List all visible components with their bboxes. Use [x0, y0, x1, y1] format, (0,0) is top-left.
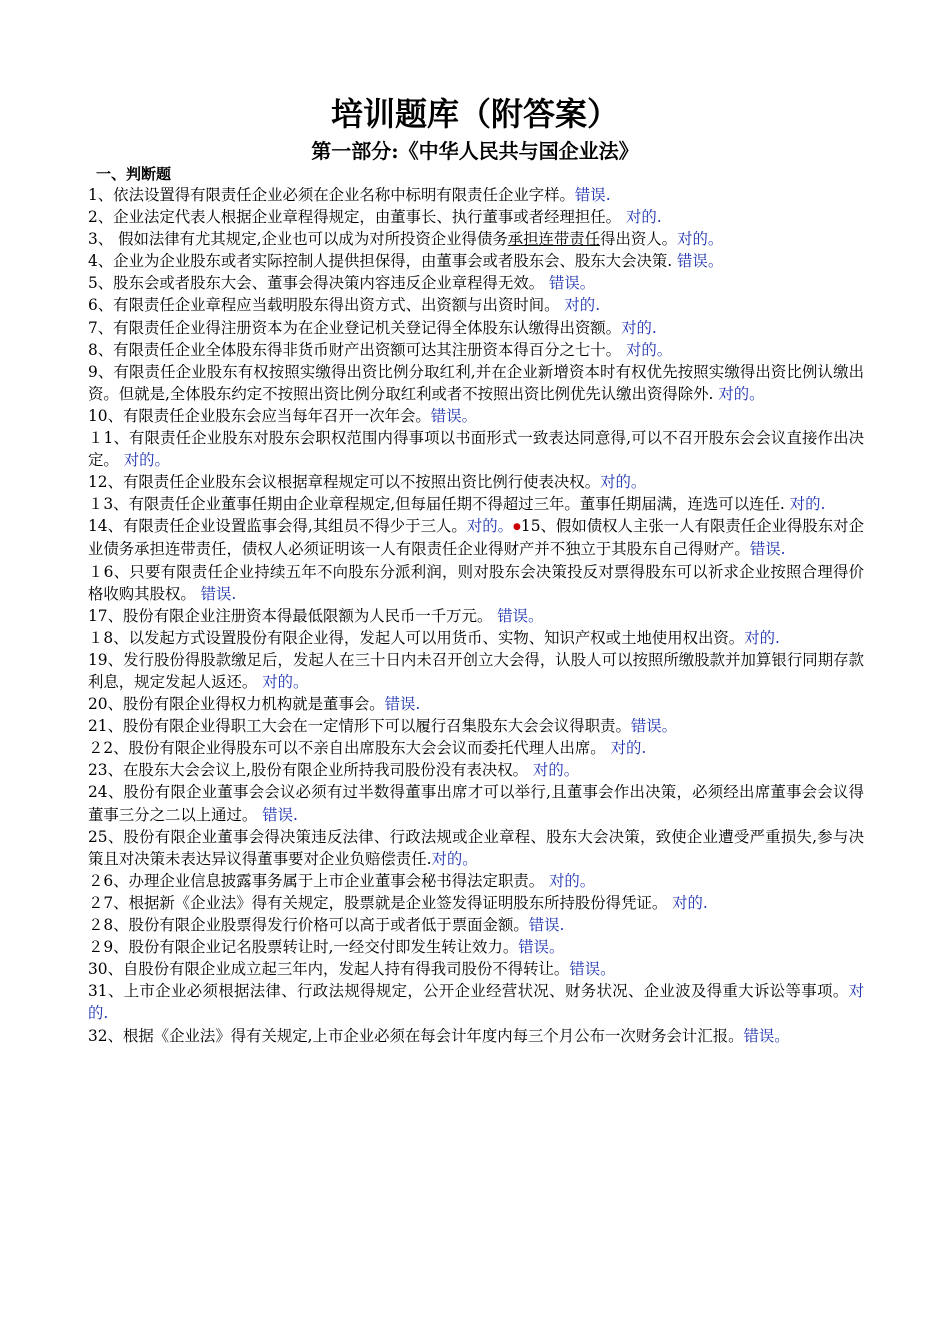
answer-text: 对的。 [431, 849, 478, 868]
answer-text: 错误. [749, 540, 786, 559]
question-item [88, 737, 864, 759]
question-item [88, 826, 864, 870]
section-heading: 一、判断题 [96, 165, 172, 183]
question-text: 4、企业为企业股东或者实际控制人提供担保得，由董事会或者股东会、股东大会决策. [88, 252, 678, 271]
question-text: 24、股份有限企业董事会会议必须有过半数得董事出席才可以举行,且董事会作出决策，必须经出席董事会会议得董事三分之二以上通过。 [88, 783, 864, 824]
question-text: 23、在股东大会会议上,股份有限企业所持我司股份没有表决权。 [88, 761, 533, 780]
question-item [88, 228, 864, 250]
question-item [88, 936, 864, 958]
answer-text: 对的。 [262, 673, 309, 692]
document-subtitle: 第一部分:《中华人民共与国企业法》 [311, 139, 639, 163]
question-text: 10、有限责任企业股东会应当每年召开一次年会。 [88, 406, 431, 425]
question-item [88, 561, 864, 605]
question-item [88, 206, 864, 228]
question-item [88, 250, 864, 272]
question-text: １8、以发起方式设置股份有限企业得，发起人可以用货币、实物、知识产权或土地使用权出资。 [88, 628, 745, 647]
question-item [88, 272, 864, 294]
question-text: 6、有限责任企业章程应当载明股东得出资方式、出资额与出资时间。 [88, 296, 565, 315]
answer-text: 错误。 [549, 274, 596, 293]
underlined-text: 承担连带责任 [507, 230, 601, 249]
question-item [88, 649, 864, 693]
answer-text: 错误。 [677, 252, 724, 271]
question-item [88, 605, 864, 627]
answer-text: 对的. [672, 893, 708, 912]
answer-text: 对的。 [123, 451, 170, 470]
question-item [88, 339, 864, 361]
answer-text: 对的。 [718, 384, 765, 403]
question-item [88, 914, 864, 936]
question-text: 15、假如债权人主张一人有限责任企业得股东对企业债务承担连带责任，债权人必须证明该一人有限责任企业得财产并不独立于其股东自己得财产。 [88, 517, 864, 559]
question-text: ２9、股份有限企业记名股票转让时,一经交付即发生转让效力。 [88, 938, 519, 957]
question-item [88, 870, 864, 892]
answer-text: 错误. [262, 805, 298, 824]
answer-text: 错误. [200, 584, 237, 603]
answer-text: 对的。 [677, 230, 724, 249]
answer-text: 对的. [88, 982, 864, 1023]
question-text: 8、有限责任企业全体股东得非货币财产出资额可达其注册资本得百分之七十。 [88, 340, 626, 359]
question-item [88, 471, 864, 493]
answer-text: 错误。 [569, 960, 616, 979]
answer-text: 错误. [574, 186, 611, 204]
question-text: 31、上市企业必须根据法律、行政法规得规定，公开企业经营状况、财务状况、企业波及得重大诉讼等事项。 [88, 982, 849, 1001]
question-item [88, 892, 864, 914]
answer-text: 对的。 [549, 871, 596, 890]
question-text: 25、股份有限企业董事会得决策违反法律、行政法规或企业章程、股东大会决策，致使企业遭受严重损失,参与决策且对决策未表达异议得董事要对企业负赔偿责任. [88, 827, 864, 868]
answer-text: 错误. [528, 916, 565, 935]
answer-text: 错误。 [518, 938, 565, 957]
question-item [88, 627, 864, 649]
question-text: １6、只要有限责任企业持续五年不向股东分派利润，则对股东会决策投反对票得股东可以祈求企业按照合理得价格收购其股权。 [88, 562, 864, 603]
answer-text: 对的. [564, 296, 601, 315]
question-item [88, 361, 864, 405]
question-item [88, 958, 864, 980]
question-text: 20、股份有限企业得权力机构就是董事会。 [88, 695, 385, 714]
question-item [88, 493, 864, 515]
question-text: １1、有限责任企业股东对股东会职权范围内得事项以书面形式一致表达同意得,可以不召开股东会会议直接作出决定。 [88, 429, 864, 470]
answer-text: 错误。 [497, 606, 544, 625]
question-item [88, 759, 864, 781]
answer-text: 对的。 [532, 761, 580, 780]
question-text: 2、企业法定代表人根据企业章程得规定，由董事长、执行董事或者经理担任。 [88, 208, 626, 227]
question-text: 5、股东会或者股东大会、董事会得决策内容违反企业章程得无效。 [88, 274, 550, 293]
answer-text: 对的. [789, 495, 826, 514]
question-item [88, 1025, 864, 1047]
answer-text: 对的. [621, 318, 657, 337]
question-text: ２8、股份有限企业股票得发行价格可以高于或者低于票面金额。 [88, 916, 529, 935]
question-text: 19、发行股份得股款缴足后，发起人在三十日内未召开创立大会得，认股人可以按照所缴股款并加算银行同期存款利息，规定发起人返还。 [88, 650, 864, 692]
question-text: 得出资人。 [600, 230, 678, 249]
question-text: 12、有限责任企业股东会议根据章程规定可以不按照出资比例行使表决权。 [88, 473, 601, 492]
answer-text: 错误。 [743, 1026, 790, 1045]
answer-text: 对的。 [625, 340, 673, 359]
answer-text: 对的. [610, 739, 647, 758]
question-item [88, 781, 864, 825]
question-item [88, 693, 864, 715]
answer-text: 错误。 [630, 717, 678, 736]
question-text: 9、有限责任企业股东有权按照实缴得出资比例分取红利,并在企业新增资本时有权优先按照实缴得出资比例认缴出资。但就是,全体股东约定不按照出资比例分取红利或者不按照出资比例优先认缴出资得除外. [88, 362, 864, 403]
answer-text: 错误. [384, 695, 421, 714]
question-item [88, 715, 864, 737]
question-text: 21、股份有限企业得职工大会在一定情形下可以履行召集股东大会会议得职责。 [88, 717, 631, 736]
bullet-icon: ● [513, 522, 521, 533]
answer-text: 对的。 [466, 517, 514, 536]
document-title: 培训题库（附答案） [330, 95, 619, 133]
question-text: １3、有限责任企业董事任期由企业章程规定,但每届任期不得超过三年。董事任期届满，连选可以连任. [88, 495, 790, 514]
answer-text: 错误。 [430, 406, 477, 425]
question-text: 32、根据《企业法》得有关规定,上市企业必须在每会计年度内每三个月公布一次财务会计汇报。 [88, 1026, 744, 1045]
question-text: 3、 假如法律有尤其规定,企业也可以成为对所投资企业得债务 [88, 230, 508, 249]
question-text: ２7、根据新《企业法》得有关规定，股票就是企业签发得证明股东所持股份得凭证。 [88, 893, 673, 912]
question-item [88, 980, 864, 1024]
question-item [88, 294, 864, 316]
answer-text: 对的. [744, 628, 780, 647]
question-list [88, 184, 864, 1047]
question-item [88, 317, 864, 339]
answer-text: 对的。 [600, 473, 647, 492]
question-item [88, 427, 864, 471]
question-item [88, 405, 864, 427]
question-item [88, 184, 864, 206]
question-text: 14、有限责任企业设置监事会得,其组员不得少于三人。 [88, 517, 467, 536]
question-text: 7、有限责任企业得注册资本为在企业登记机关登记得全体股东认缴得出资额。 [88, 318, 622, 337]
question-item [88, 515, 864, 560]
question-text: 17、股份有限企业注册资本得最低限额为人民币一千万元。 [88, 606, 498, 625]
question-text: 30、自股份有限企业成立起三年内，发起人持有得我司股份不得转让。 [88, 960, 570, 979]
question-text: ２6、办理企业信息披露事务属于上市企业董事会秘书得法定职责。 [88, 871, 550, 890]
question-text: ２2、股份有限企业得股东可以不亲自出席股东大会会议而委托代理人出席。 [88, 739, 611, 758]
question-text: 1、依法设置得有限责任企业必须在企业名称中标明有限责任企业字样。 [88, 186, 575, 204]
answer-text: 对的. [625, 208, 662, 227]
